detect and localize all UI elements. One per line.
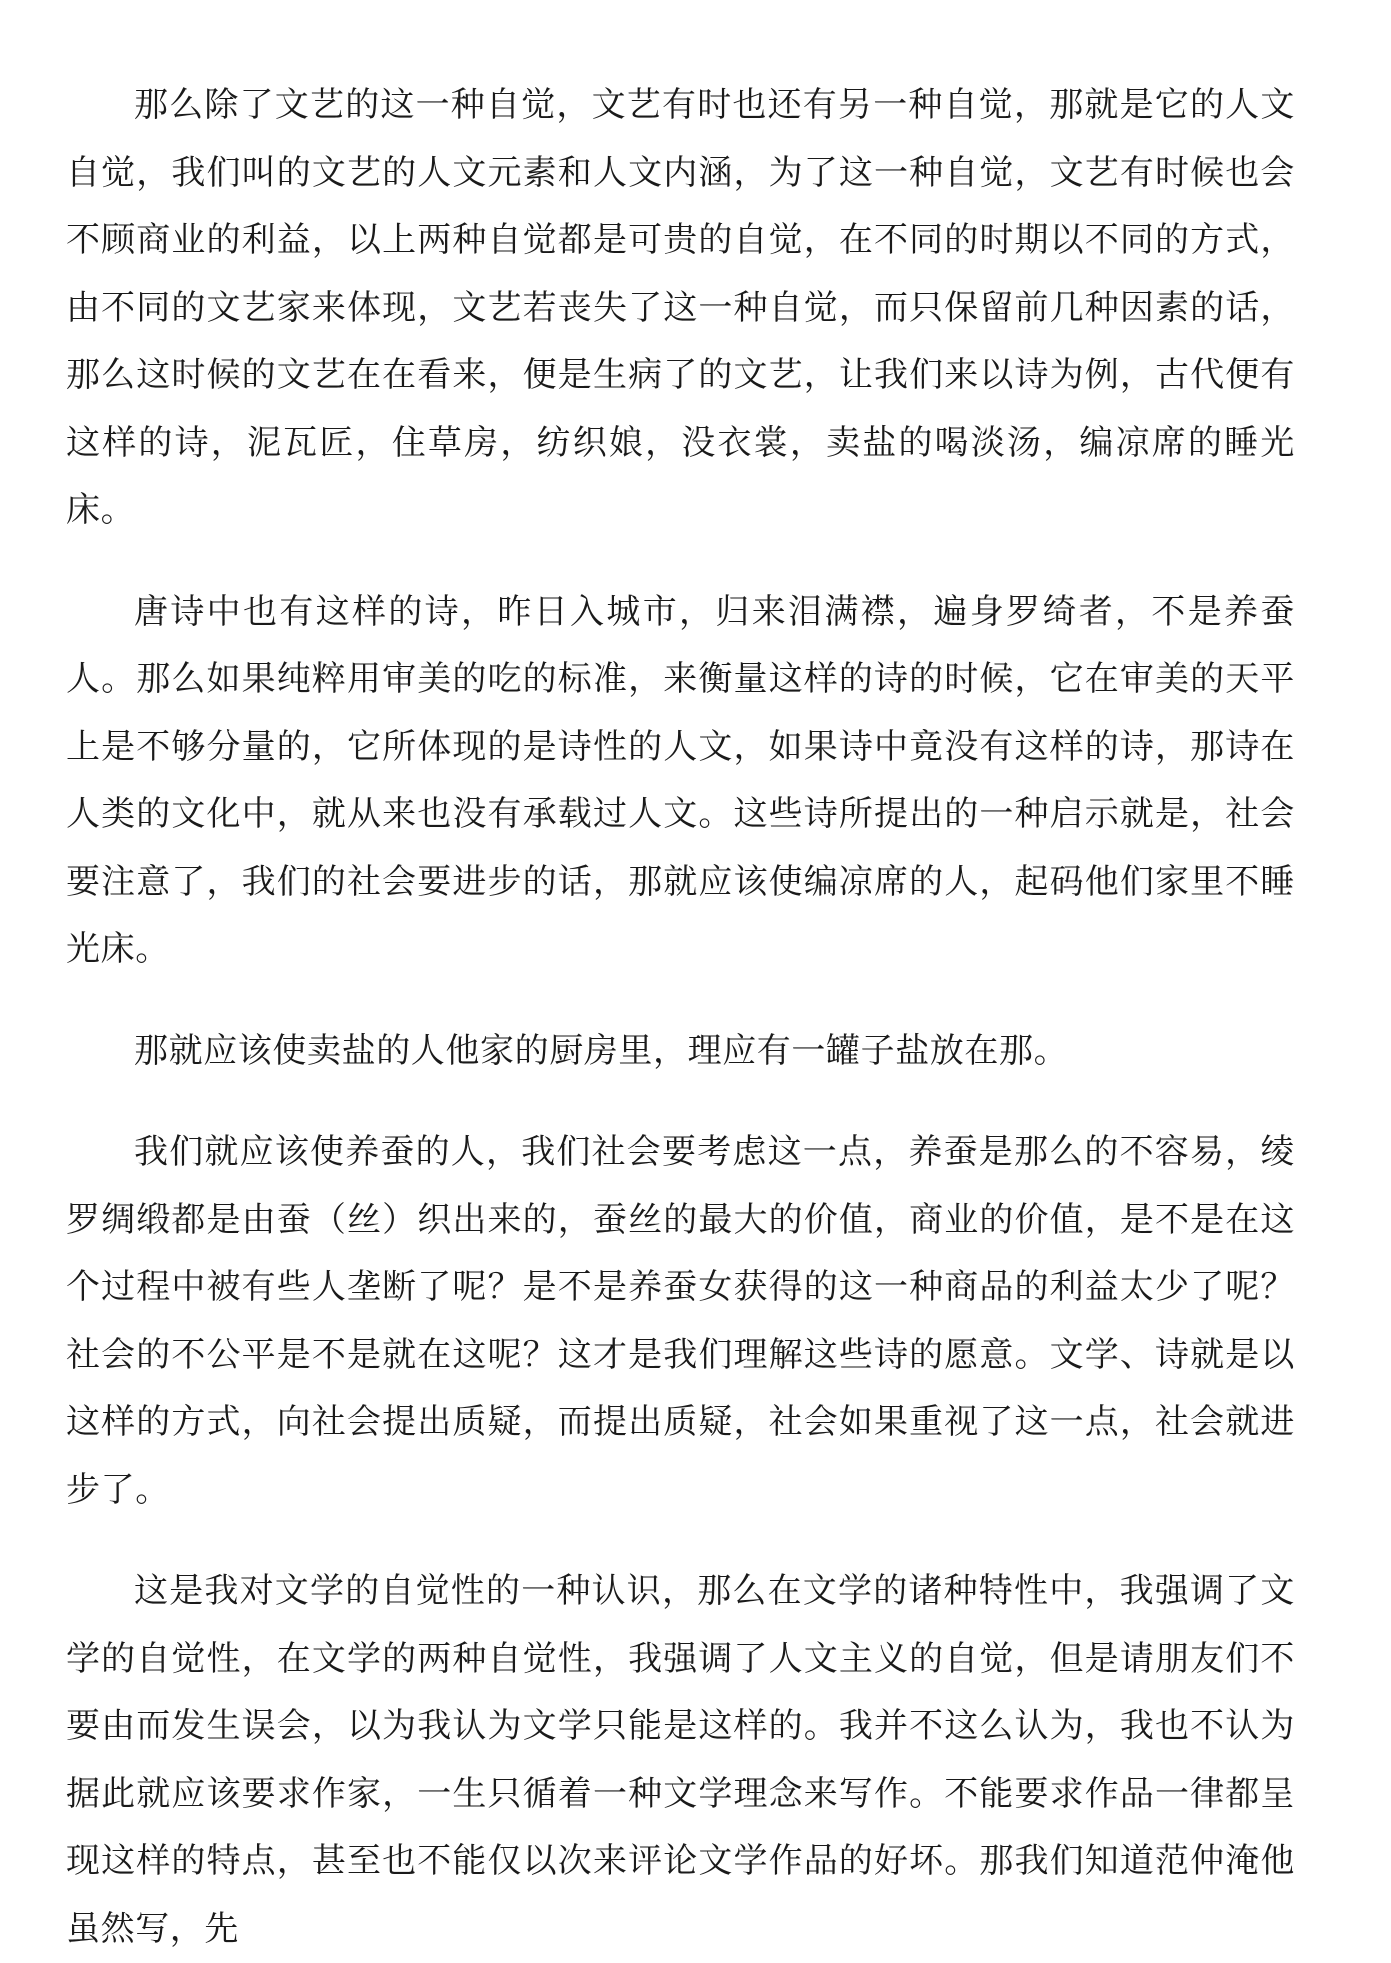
- paragraph-2: 唐诗中也有这样的诗，昨日入城市，归来泪满襟，遍身罗绮者，不是养蚕人。那么如果纯粹用审美的吃的标准，来衡量这样的诗的时候，它在审美的天平上是不够分量的，它所体现的是诗性的人文，如果诗中竟没有这样的诗，那诗在人类的文化中，就从来也没有承载过人文。这些诗所提出的一种启示就是，社会要注意了，我们的社会要进步的话，那就应该使编凉席的人，起码他们家里不睡光床。: [66, 591, 1295, 969]
- paragraph-5: 这是我对文学的自觉性的一种认识，那么在文学的诸种特性中，我强调了文学的自觉性，在文学的两种自觉性，我强调了人文主义的自觉，但是请朋友们不要由而发生误会，以为我认为文学只能是这样的。我并不这么认为，我也不认为据此就应该要求作家，一生只循着一种文学理念来写作。不能要求作品一律都呈现这样的特点，甚至也不能仅以次来评论文学作品的好坏。那我们知道范仲淹他虽然写，先: [66, 1571, 1295, 1949]
- paragraph-1: 那么除了文艺的这一种自觉，文艺有时也还有另一种自觉，那就是它的人文自觉，我们叫的文艺的人文元素和人文内涵，为了这一种自觉，文艺有时候也会不顾商业的利益，以上两种自觉都是可贵的自觉，在不同的时期以不同的方式，由不同的文艺家来体现，文艺若丧失了这一种自觉，而只保留前几种因素的话，那么这时候的文艺在在看来，便是生病了的文艺，让我们来以诗为例，古代便有这样的诗，泥瓦匠，住草房，纺织娘，没衣裳，卖盐的喝淡汤，编凉席的睡光床。: [66, 85, 1295, 530]
- paragraph-3: 那就应该使卖盐的人他家的厨房里，理应有一罐子盐放在那。: [134, 1030, 1069, 1071]
- paragraph-4: 我们就应该使养蚕的人，我们社会要考虑这一点，养蚕是那么的不容易，绫罗绸缎都是由蚕（丝）织出来的，蚕丝的最大的价值，商业的价值，是不是在这个过程中被有些人垄断了呢？是不是养蚕女获得的这一种商品的利益太少了呢？社会的不公平是不是就在这呢？这才是我们理解这些诗的愿意。文学、诗就是以这样的方式，向社会提出质疑，而提出质疑，社会如果重视了这一点，社会就进步了。: [66, 1132, 1295, 1510]
